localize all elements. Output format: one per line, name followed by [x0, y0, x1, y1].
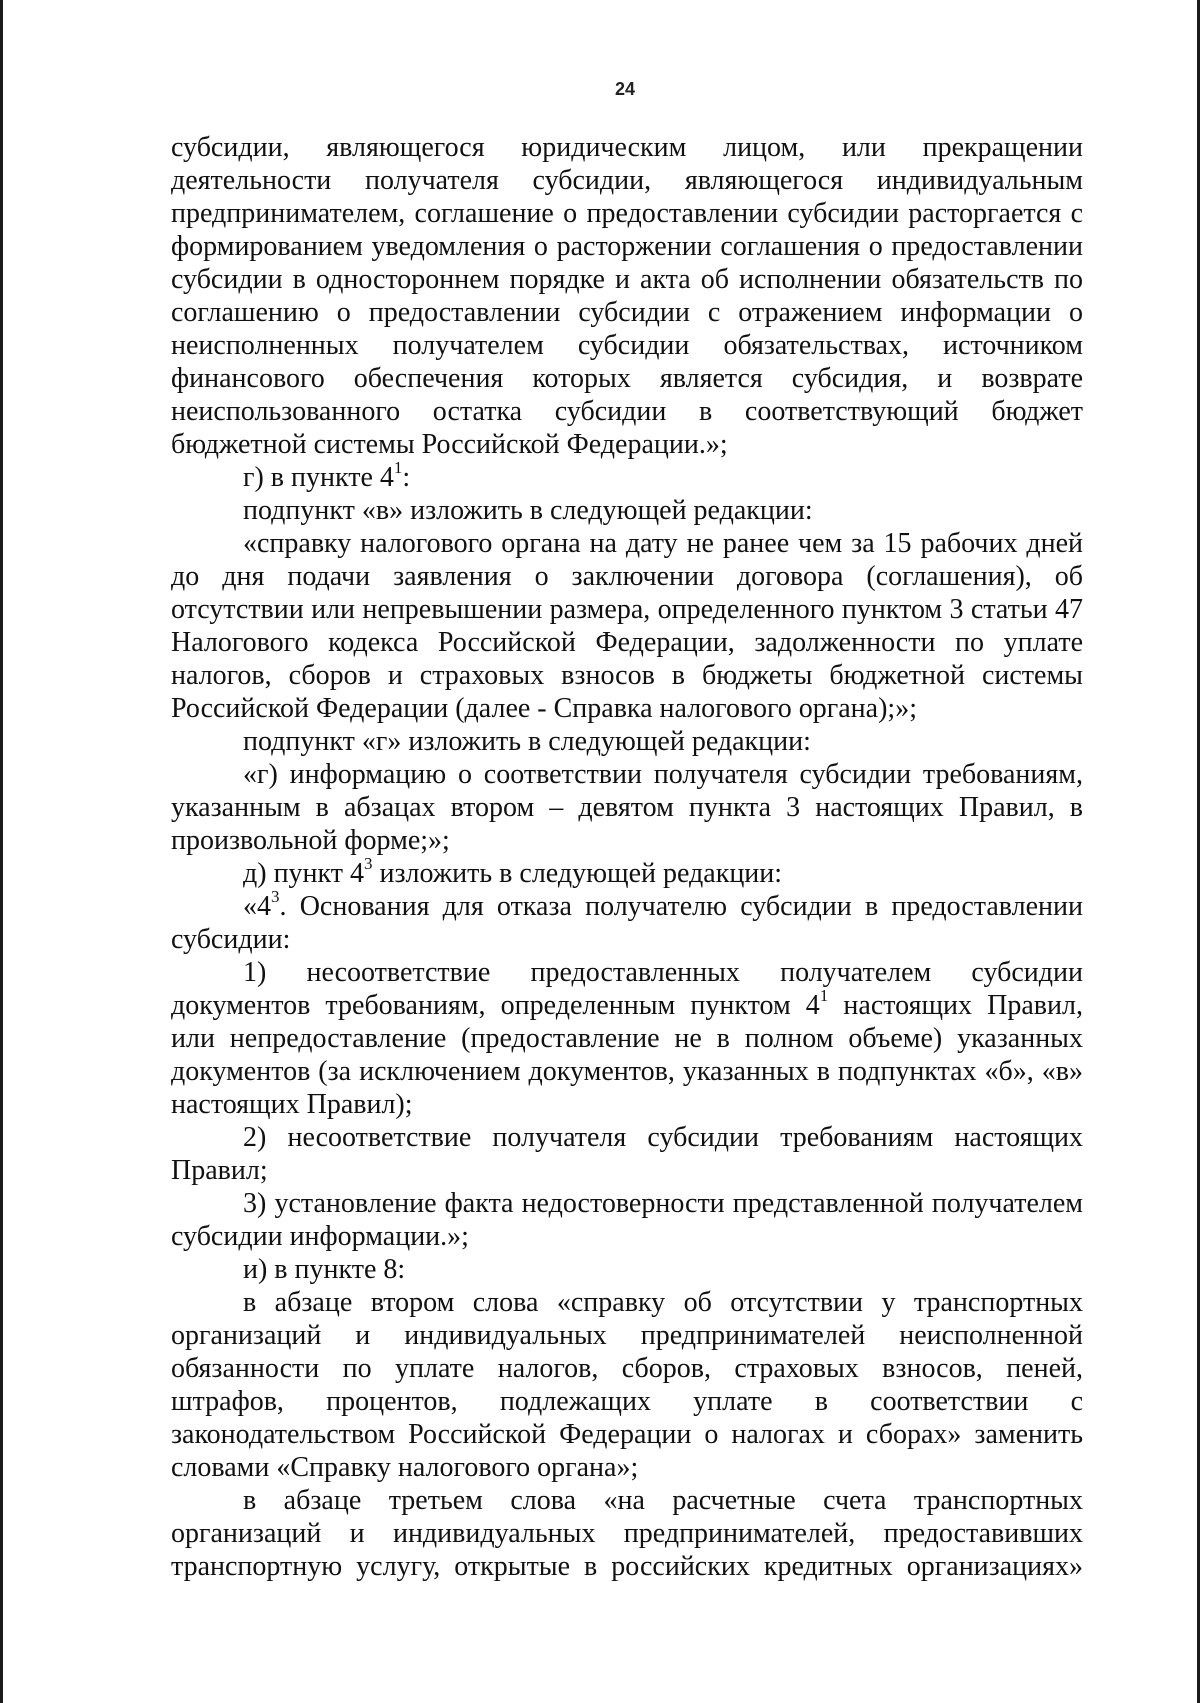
document-body: [171, 131, 1083, 1583]
superscript: 1: [819, 985, 829, 1005]
paragraph-item-d-tail: изложить в следующей редакции:: [372, 858, 783, 889]
paragraph-subitem-g: подпункт «г» изложить в следующей редакции:: [243, 726, 811, 757]
scan-edge-left: [0, 0, 3, 1703]
paragraph-tax-certificate: «справку налогового органа на дату не ранее чем за 15 рабочих дней до дня подачи заявления о заключении договора (соглашения), об отсутствии или непревышении размера, определенного пунктом 3 статьи 47 Налогового кодекса Российской Федерации, задолженности по уплате налогов, сборов и страховых взносов в бюджеты бюджетной системы Российской Федерации (далее - Справка налогового органа);»;: [171, 528, 1083, 724]
paragraph-ground-2: 2) несоответствие получателя субсидии требованиям настоящих Правил;: [171, 1122, 1083, 1186]
page-number: 24: [614, 79, 636, 99]
paragraph-subitem-v: подпункт «в» изложить в следующей редакции:: [243, 495, 813, 526]
paragraph-item-i: и) в пункте 8:: [243, 1254, 406, 1285]
paragraph-refusal-grounds: [171, 886, 1083, 956]
superscript: 3: [271, 886, 280, 906]
paragraph-second-abzac: в абзаце втором слова «справку об отсутствии у транспортных организаций и индивидуальных предпринимателей неисполненной обязанности по уплате налогов, сборов, страховых взносов, пеней, штрафов, процентов, подлежащих уплате в соответствии с законодательством Российской Федерации о налогах и сборах» заменить словами «Справку налогового органа»;: [171, 1287, 1083, 1483]
paragraph-item-g-text: г) в пункте 4: [243, 462, 394, 493]
paragraph-item-g-tail: :: [402, 462, 411, 493]
paragraph-item-d: [171, 853, 1083, 890]
paragraph-ground-1-tail: настоящих Правил, или непредоставление (предоставление не в полном объеме) указанных документов (за исключением документов, указанных в подпунктах «б», «в» настоящих Правил);: [171, 990, 1083, 1120]
paragraph-continuation: субсидии, являющегося юридическим лицом, или прекращении деятельности получателя субсидии, являющегося индивидуальным предпринимателем, соглашение о предоставлении субсидии расторгается с формированием уведомления о расторжении соглашения о предоставлении субсидии в одностороннем порядке и акта об исполнении обязательств по соглашению о предоставлении субсидии с отражением информации о неисполненных получателем субсидии обязательствах, источником финансового обеспечения которых является субсидия, и возврате неиспользованного остатка субсидии в соответствующий бюджет бюджетной системы Российской Федерации.»;: [171, 132, 1083, 460]
paragraph-ground-1-text: 1) несоответствие предоставленных получателем субсидии документов требованиям, определенным пунктом 4: [171, 957, 1083, 1021]
paragraph-refusal-grounds-text: «4: [243, 891, 271, 922]
paragraph-item-d-text: д) пункт 4: [243, 858, 365, 889]
superscript: 1: [393, 457, 403, 477]
paragraph-refusal-grounds-tail: . Основания для отказа получателю субсидии в предоставлении субсидии:: [171, 891, 1083, 955]
paragraph-compliance-info: «г) информацию о соответствии получателя субсидии требованиям, указанным в абзацах втором – девятом пункта 3 настоящих Правил, в произвольной форме;»;: [171, 759, 1083, 856]
superscript: 3: [364, 853, 373, 873]
paragraph-item-g: [171, 457, 1083, 494]
paragraph-ground-1: [171, 956, 1083, 1121]
paragraph-ground-3: 3) установление факта недостоверности представленной получателем субсидии информации.»;: [171, 1188, 1083, 1252]
paragraph-third-abzac: в абзаце третьем слова «на расчетные счета транспортных организаций и индивидуальных предпринимателей, предоставивших транспортную услугу, открытые в российских кредитных организациях»: [171, 1485, 1083, 1582]
